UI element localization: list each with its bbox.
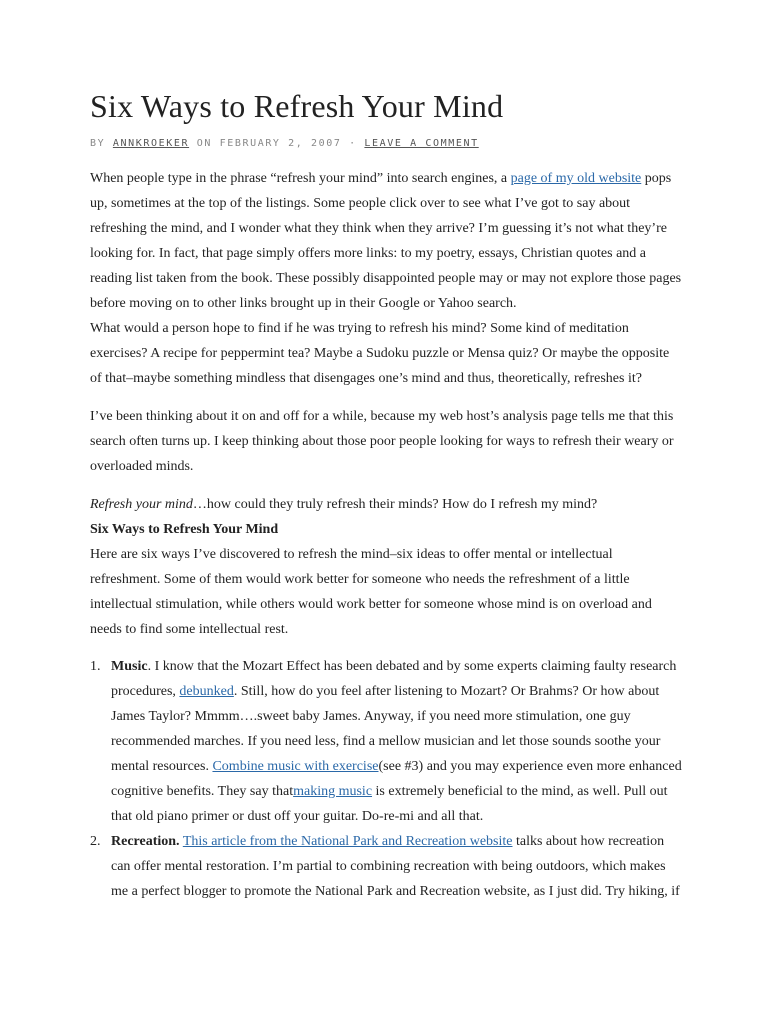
- meta-separator: ·: [349, 138, 357, 149]
- nrpa-article-link[interactable]: This article from the National Park and Recreation website: [182, 834, 513, 849]
- ways-list: [90, 654, 682, 904]
- item-heading: Music: [111, 659, 148, 674]
- post-title: Six Ways to Refresh Your Mind: [90, 88, 504, 124]
- old-website-link[interactable]: page of my old website: [510, 171, 642, 186]
- author-link[interactable]: ANNKROEKER: [112, 138, 190, 149]
- paragraph-question: What would a person hope to find if he was trying to refresh his mind? Some kind of meditation exercises? A recipe for peppermint tea? Maybe a Sudoku puzzle or Mensa quiz? Or maybe the opposite of that–maybe something mindless that disengages one’s mind and thus, theoretically, refreshes it?: [90, 321, 670, 386]
- refresh-italic: Refresh your mind: [90, 497, 193, 512]
- item-text: . I know that the Mozart Effect has been debated and by some experts claiming faulty research procedures,: [111, 659, 677, 699]
- intro-text-b: pops up, sometimes at the top of the listings. Some people click over to see what I’ve got to say about refreshing the mind, and I wonder what they think when they arrive? I’m guessing it’s not what they’re looking for. In fact, that page simply offers more links: to my poetry, essays, Christian quotes and a reading list taken from the book. These possibly disappointed people may or may not explore those pages before moving on to other links brought up in their Google or Yahoo search.: [90, 171, 682, 311]
- list-item: [90, 829, 682, 904]
- music-exercise-link[interactable]: Combine music with exercise: [212, 759, 379, 774]
- item-text: is extremely beneficial to the mind, as well. Pull out that old piano primer or dust off your guitar. Do-re-mi and all that.: [111, 784, 668, 824]
- subheading: Six Ways to Refresh Your Mind: [90, 522, 279, 537]
- refresh-rest: …how could they truly refresh their minds? How do I refresh my mind?: [192, 497, 598, 512]
- making-music-link[interactable]: making music: [293, 784, 373, 799]
- meta-on: ON: [196, 138, 212, 149]
- intro-text-a: When people type in the phrase “refresh your mind” into search engines, a: [90, 171, 511, 186]
- paragraph-refresh: [90, 492, 682, 517]
- meta-by: BY: [90, 138, 106, 149]
- post-content: [90, 166, 682, 904]
- post-meta: [90, 138, 479, 149]
- item-text: (see #3) and you may experience even more enhanced cognitive benefits. They say that: [111, 759, 682, 799]
- paragraph-six-ways: Here are six ways I’ve discovered to refresh the mind–six ideas to offer mental or intellectual refreshment. Some of them would work better for someone who needs the refreshment of a little intellectual stimulation, while others would work better for someone whose mind is on overload and needs to find some intellectual rest.: [90, 547, 652, 637]
- list-number: 1.: [90, 659, 101, 674]
- paragraph-intro: [90, 166, 682, 316]
- paragraph-thinking: I’ve been thinking about it on and off for a while, because my web host’s analysis page tells me that this search often turns up. I keep thinking about those poor people looking for ways to refresh their weary or overloaded minds.: [90, 409, 674, 474]
- list-number: 2.: [90, 834, 101, 849]
- debunked-link[interactable]: debunked: [179, 684, 234, 699]
- list-item: [90, 654, 682, 829]
- item-text: talks about how recreation can offer mental restoration. I’m partial to combining recreation with being outdoors, which makes me a perfect blogger to promote the National Park and Recreation website, as I just did. Try hiking, if: [111, 834, 680, 899]
- item-heading: Recreation.: [111, 834, 180, 849]
- leave-comment-link[interactable]: LEAVE A COMMENT: [364, 138, 479, 149]
- item-text: . Still, how do you feel after listening to Mozart? Or Brahms? Or how about James Taylor? Mmmm….sweet baby James. Anyway, if you need more stimulation, one guy recommended marches. If you need less, find a mellow musician and let those sounds soothe your mental resources.: [111, 684, 661, 774]
- post-date: FEBRUARY 2, 2007: [219, 138, 342, 149]
